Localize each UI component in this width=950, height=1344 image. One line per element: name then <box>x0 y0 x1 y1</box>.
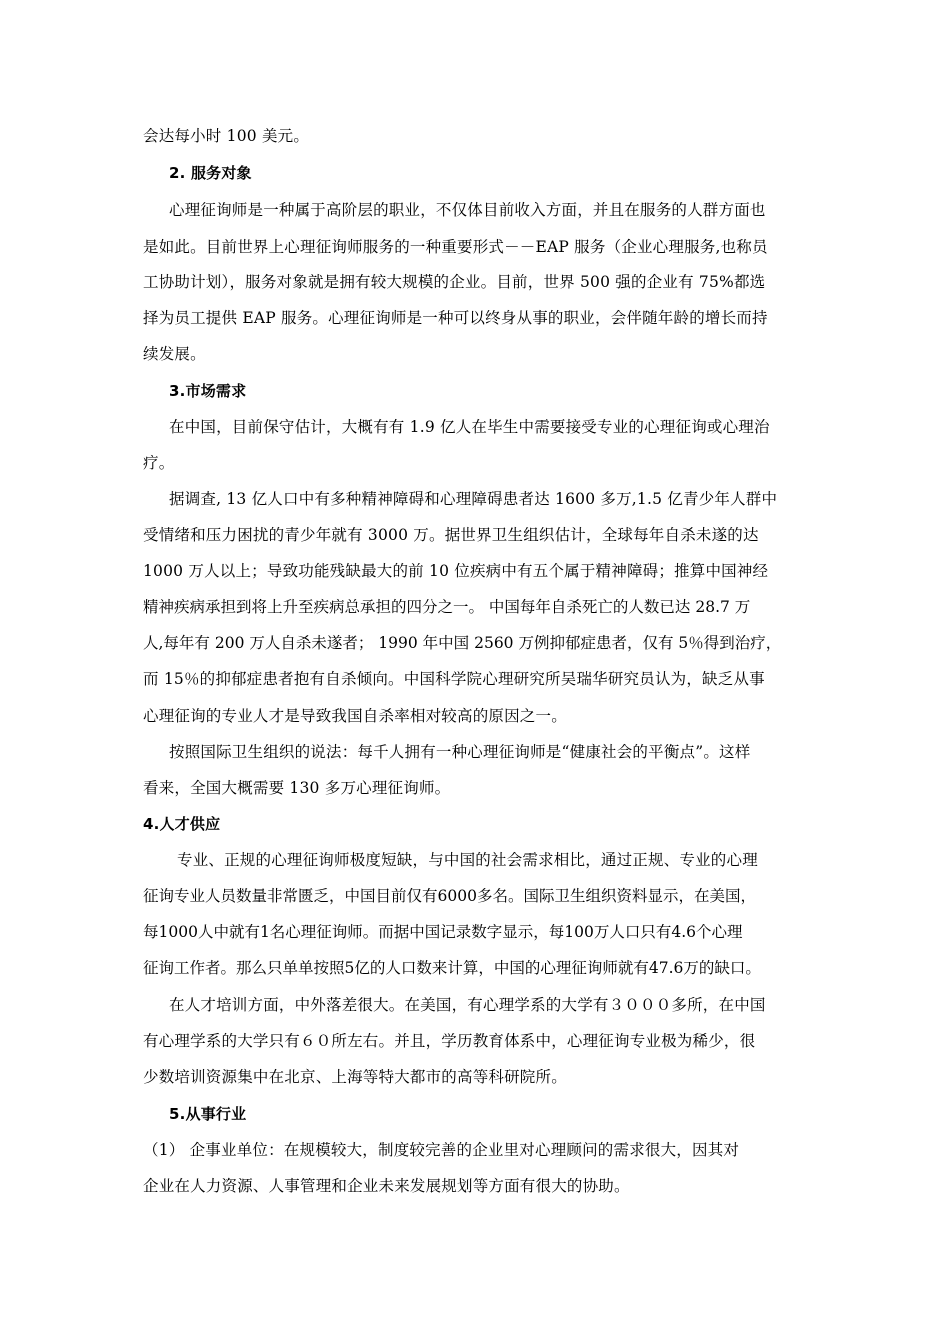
paragraph-line: 据调查, 13 亿人口中有多种精神障碍和心理障碍患者达 1600 多万,1.5 亿青少年人群中 <box>169 490 778 508</box>
paragraph-line: 在中国，目前保守估计，大概有有 1.9 亿人在毕生中需要接受专业的心理征询或心理治 <box>169 418 770 436</box>
paragraph-line: 有心理学系的大学只有６０所左右。并且，学历教育体系中，心理征询专业极为稀少，很 <box>143 1032 756 1050</box>
paragraph-line: 每1000人中就有1名心理征询师。而据中国记录数字显示，每100万人口只有4.6个心理 <box>143 923 743 941</box>
paragraph-line: 在人才培训方面，中外落差很大。在美国，有心理学系的大学有３０００多所，在中国 <box>169 996 766 1014</box>
section-heading-employment-industries: 5.从事行业 <box>169 1105 247 1123</box>
paragraph-line: 受情绪和压力困扰的青少年就有 3000 万。据世界卫生组织估计，全球每年自杀未遂的达 <box>143 526 759 544</box>
paragraph-line: 心理征询的专业人才是导致我国自杀率相对较高的原因之一。 <box>143 707 567 725</box>
paragraph-line: 少数培训资源集中在北京、上海等特大都市的高等科研院所。 <box>143 1068 567 1086</box>
paragraph-line: 工协助计划），服务对象就是拥有较大规模的企业。目前，世界 500 强的企业有 75%都选 <box>143 273 766 291</box>
paragraph-line: 看来，全国大概需要 130 多万心理征询师。 <box>143 779 451 797</box>
paragraph-line: 企业在人力资源、人事管理和企业未来发展规划等方面有很大的协助。 <box>143 1177 630 1195</box>
paragraph-line: 按照国际卫生组织的说法：每千人拥有一种心理征询师是“健康社会的平衡点”。这样 <box>169 743 751 761</box>
paragraph-line: 专业、正规的心理征询师极度短缺，与中国的社会需求相比，通过正规、专业的心理 <box>177 851 758 869</box>
paragraph-line: 疗。 <box>143 454 175 472</box>
paragraph-line: 精神疾病承担到将上升至疾病总承担的四分之一。 中国每年自杀死亡的人数已达 28.7 万 <box>143 598 751 616</box>
section-heading-service-target: 2. 服务对象 <box>169 164 252 182</box>
paragraph-line: 征询工作者。那么只单单按照5亿的人口数来计算，中国的心理征询师就有47.6万的缺口。 <box>143 959 761 977</box>
section-heading-market-demand: 3.市场需求 <box>169 382 247 400</box>
paragraph-line: 人,每年有 200 万人自杀未遂者； 1990 年中国 2560 万例抑郁症患者，仅有 5％得到治疗， <box>143 634 782 652</box>
paragraph-line: （1） 企事业单位：在规模较大，制度较完善的企业里对心理顾问的需求很大，因其对 <box>143 1141 740 1159</box>
paragraph-line: 1000 万人以上；导致功能残缺最大的前 10 位疾病中有五个属于精神障碍；推算中国神经 <box>143 562 769 580</box>
paragraph-line: 会达每小时 100 美元。 <box>143 127 310 145</box>
paragraph-line: 是如此。目前世界上心理征询师服务的一种重要形式－－EAP 服务（企业心理服务,也称员 <box>143 238 768 256</box>
paragraph-line: 征询专业人员数量非常匮乏，中国目前仅有6000多名。国际卫生组织资料显示，在美国， <box>143 887 756 905</box>
section-heading-talent-supply: 4.人才供应 <box>143 815 221 833</box>
paragraph-line: 择为员工提供 EAP 服务。心理征询师是一种可以终身从事的职业，会伴随年龄的增长而持 <box>143 309 768 327</box>
paragraph-line: 而 15％的抑郁症患者抱有自杀倾向。中国科学院心理研究所吴瑞华研究员认为，缺乏从事 <box>143 670 765 688</box>
paragraph-line: 心理征询师是一种属于高阶层的职业，不仅体目前收入方面，并且在服务的人群方面也 <box>169 201 766 219</box>
paragraph-line: 续发展。 <box>143 345 206 363</box>
